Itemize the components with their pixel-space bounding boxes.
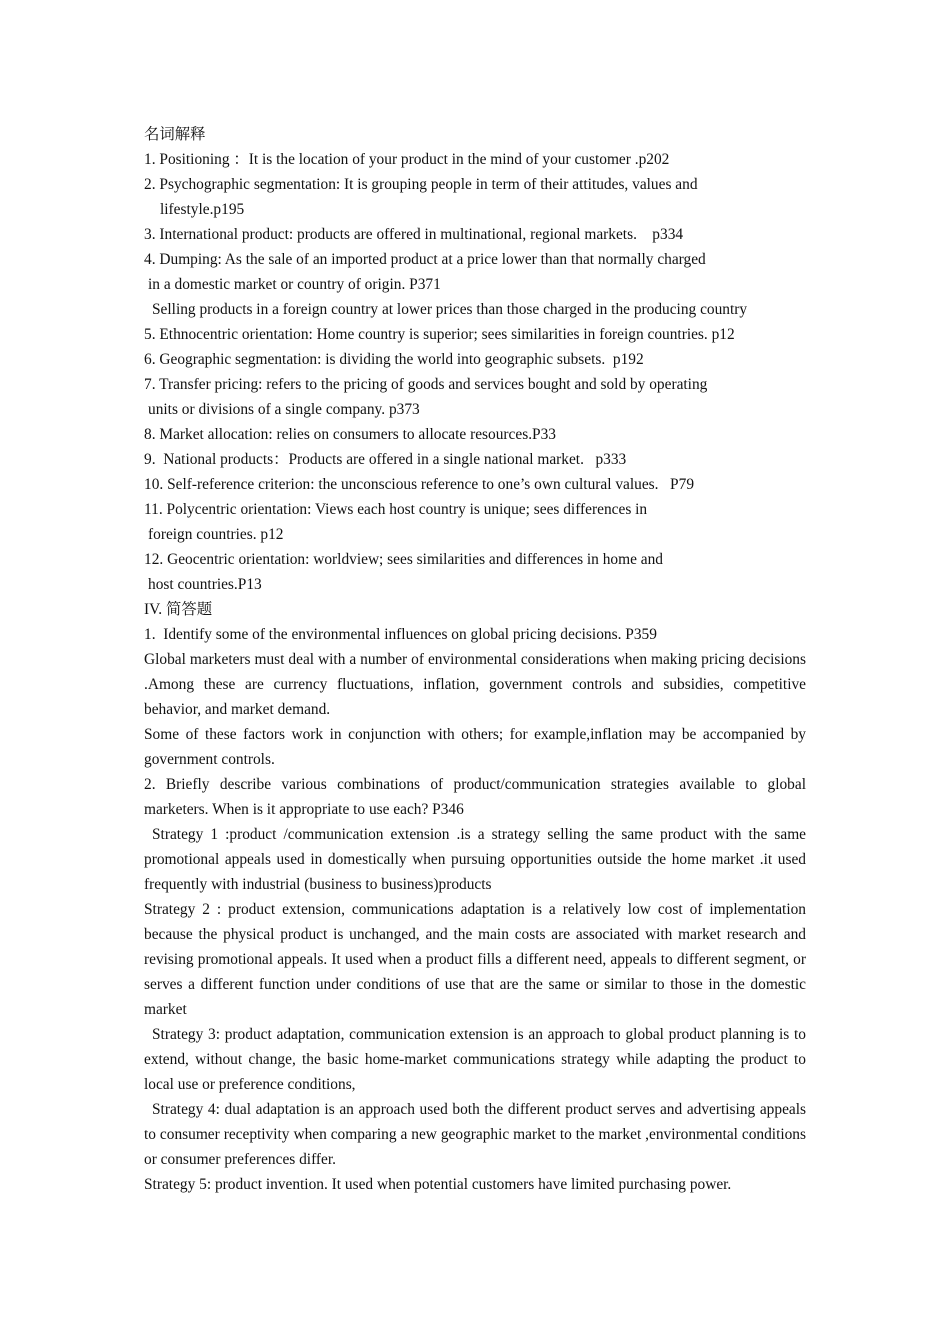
definition-1: 1. Positioning ：It is the location of your product in the mind of your customer .p202 [144,151,670,168]
definition-4-alt: Selling products in a foreign country at lower prices than those charged in the producing country [152,301,748,318]
section-heading-short-answer: IV. 简答题 [144,601,213,618]
answer-1-paragraph-1: Global marketers must deal with a number of environmental considerations when making pricing decisions .Among these are currency fluctuations, inflation, government controls and subsidies, competitive behavior, and market demand. [144,651,806,718]
definition-6: 6. Geographic segmentation: is dividing the world into geographic subsets. p192 [144,351,644,368]
question-2: 2. Briefly describe various combinations of product/communication strategies available to global marketers. When is it appropriate to use each? P346 [144,776,806,818]
question-1: 1. Identify some of the environmental influences on global pricing decisions. P359 [144,626,657,643]
strategy-2: Strategy 2 : product extension, communications adaptation is a relatively low cost of implementation because the physical product is unchanged, and the main costs are associated with market research and revising promotional appeals. It used when a product fills a different need, appeals to different segment, or serves a different function under conditions of use that are the same or similar to those in the domestic market [144,901,806,1018]
strategy-1: Strategy 1 :product /communication extension .is a strategy selling the same product with the same promotional appeals used in domestically when pursuing opportunities outside the home market .it used frequently with industrial (business to business)products [144,826,806,893]
strategy-4: Strategy 4: dual adaptation is an approach used both the different product serves and advertising appeals to consumer receptivity when comparing a new geographic market to the market ,environmental conditions or consumer preferences differ. [144,1101,806,1168]
definition-7: 7. Transfer pricing: refers to the pricing of goods and services bought and sold by operating [144,376,708,393]
definition-2-cont: lifestyle.p195 [160,201,245,218]
definition-9: 9. National products：Products are offered in a single national market. p333 [144,451,627,468]
section-heading-terms: 名词解释 [144,126,206,143]
definition-7-cont: units or divisions of a single company. p373 [148,401,420,418]
definition-11: 11. Polycentric orientation: Views each host country is unique; sees differences in [144,501,648,518]
definition-4-cont: in a domestic market or country of origin. P371 [148,276,441,293]
strategy-5: Strategy 5: product invention. It used when potential customers have limited purchasing power. [144,1176,732,1193]
definition-4: 4. Dumping: As the sale of an imported product at a price lower than that normally charged [144,251,706,268]
definition-3: 3. International product: products are offered in multinational, regional markets. p334 [144,226,684,243]
definition-2: 2. Psychographic segmentation: It is grouping people in term of their attitudes, values and [144,176,698,193]
definition-10: 10. Self-reference criterion: the unconscious reference to one’s own cultural values. P79 [144,476,695,493]
definition-12-cont: host countries.P13 [148,576,262,593]
definition-12: 12. Geocentric orientation: worldview; sees similarities and differences in home and [144,551,663,568]
document-page [144,122,806,1197]
strategy-3: Strategy 3: product adaptation, communication extension is an approach to global product planning is to extend, without change, the basic home-market communications strategy while adapting the product to local use or preference conditions, [144,1026,806,1093]
definition-8: 8. Market allocation: relies on consumers to allocate resources.P33 [144,426,557,443]
answer-1-paragraph-2: Some of these factors work in conjunction with others; for example,inflation may be accompanied by government controls. [144,726,806,768]
definition-5: 5. Ethnocentric orientation: Home country is superior; sees similarities in foreign countries. p12 [144,326,735,343]
definition-11-cont: foreign countries. p12 [148,526,284,543]
